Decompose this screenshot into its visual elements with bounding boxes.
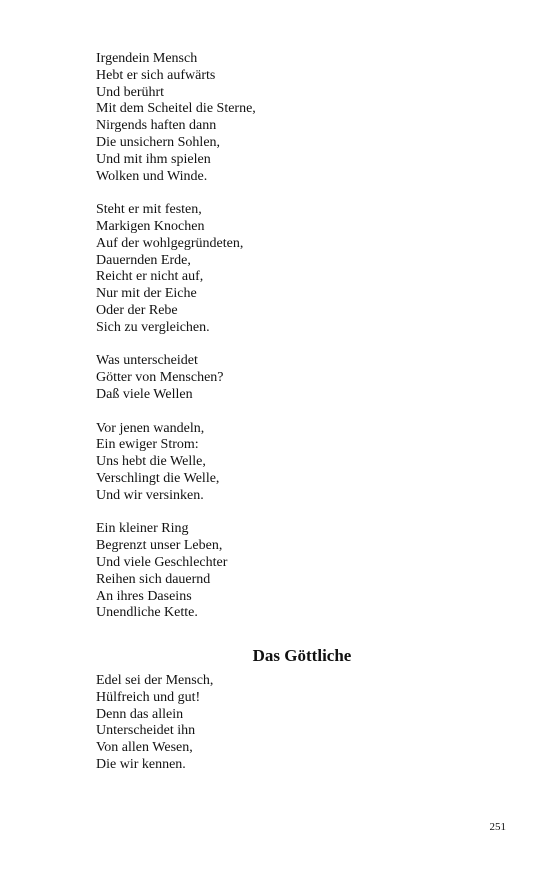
verse-line: Hülfreich und gut! [96, 689, 201, 705]
verse-line: Verschlingt die Welle, [96, 470, 220, 486]
verse-line: Ein ewiger Strom: [96, 437, 199, 453]
verse-line: Denn das allein [96, 706, 184, 722]
verse-line: Auf der wohlgegründeten, [96, 235, 244, 251]
verse-line: Die wir kennen. [96, 756, 186, 772]
verse-line: Daß viele Wellen [96, 386, 193, 402]
verse-line: Vor jenen wandeln, [96, 420, 205, 436]
stanza [96, 51, 456, 185]
verse-line: Nirgends haften dann [96, 118, 217, 134]
verse-line: Sich zu vergleichen. [96, 319, 210, 335]
verse-line: Die unsichern Sohlen, [96, 134, 221, 150]
verse-line: Und viele Geschlechter [96, 554, 228, 570]
stanza [96, 421, 456, 505]
verse-line: Begrenzt unser Leben, [96, 538, 223, 554]
verse-line: Steht er mit festen, [96, 202, 202, 218]
verse-line: Hebt er sich aufwärts [96, 67, 216, 83]
verse-line: Und mit ihm spielen [96, 151, 211, 167]
stanza [96, 521, 456, 622]
verse-line: Irgendein Mensch [96, 51, 198, 66]
poem-opening [96, 673, 456, 791]
verse-line: Götter von Menschen? [96, 370, 224, 386]
verse-line: Oder der Rebe [96, 302, 178, 318]
verse-line: Edel sei der Mensch, [96, 673, 214, 688]
verse-line: Reihen sich dauernd [96, 571, 211, 587]
verse-line: Dauernden Erde, [96, 252, 191, 268]
verse-line: Wolken und Winde. [96, 168, 208, 184]
verse-line: Markigen Knochen [96, 218, 205, 234]
verse-line: Von allen Wesen, [96, 740, 193, 756]
verse-line: Und berührt [96, 84, 165, 100]
verse-line: An ihres Daseins [96, 588, 192, 604]
stanza [96, 202, 456, 336]
verse-line: Mit dem Scheitel die Sterne, [96, 101, 256, 117]
stanza [96, 353, 456, 403]
verse-line: Reicht er nicht auf, [96, 269, 204, 285]
verse-line: Und wir versinken. [96, 487, 204, 503]
verse-line: Unendliche Kette. [96, 605, 198, 621]
verse-line: Ein kleiner Ring [96, 521, 189, 537]
verse-line: Uns hebt die Welle, [96, 454, 206, 470]
verse-line: Unterscheidet ihn [96, 723, 196, 739]
verse-line: Nur mit der Eiche [96, 286, 197, 302]
verse-line: Was unterscheidet [96, 353, 198, 369]
poem-continuation [96, 51, 456, 639]
page-number: 251 [489, 821, 506, 833]
stanza [96, 673, 456, 774]
poem-title: Das Göttliche [252, 646, 352, 665]
